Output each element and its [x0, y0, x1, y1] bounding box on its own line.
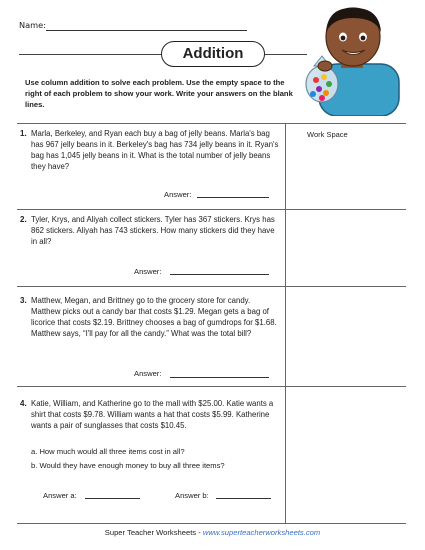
answer-label-1: Answer: — [164, 190, 192, 199]
footer-separator: - — [196, 528, 203, 537]
problem-number: 2. — [20, 215, 27, 224]
problem-text: Marla, Berkeley, and Ryan each buy a bag of jelly beans. Marla's bag has 967 jelly beans in it. Berkeley's bag has 734 jelly beans in it. Ryan's bag has 1,045 jelly beans in it. What is the total number of jelly beans they have? — [31, 129, 279, 171]
answer-a-line[interactable] — [85, 498, 140, 499]
work-space-label: Work Space — [307, 130, 348, 139]
name-label: Name: — [19, 20, 46, 30]
problem-text: Matthew, Megan, and Brittney go to the grocery store for candy. Matthew picks out a candy bar that costs $1.29. Megan gets a bag of licorice that costs $2.19. Brittney chooses a bag of gumdrops for $1.68. Matthew says, “I'll pay for all the candy.” What was the total bill? — [31, 296, 277, 338]
answer-line-1[interactable] — [197, 197, 269, 198]
problem-number: 1. — [20, 129, 27, 138]
answer-a-label: Answer a: — [43, 491, 77, 500]
grid-bottom-rule — [17, 523, 406, 524]
answer-b-line[interactable] — [216, 498, 271, 499]
answer-line-3[interactable] — [170, 377, 269, 378]
footer — [0, 528, 425, 537]
answer-line-2[interactable] — [170, 274, 269, 275]
footer-brand: Super Teacher Worksheets — [104, 528, 197, 537]
page-title: Addition — [161, 41, 265, 67]
work-space-divider — [285, 123, 286, 523]
grid-rule-1 — [17, 209, 406, 210]
problem-4-part-b: b. Would they have enough money to buy all three items? — [31, 461, 225, 470]
right-pupil — [361, 36, 366, 41]
problem-text: Tyler, Krys, and Aliyah collect stickers. Tyler has 367 stickers. Krys has 862 stickers. Aliyah has 743 stickers. How many stickers did they have in all? — [31, 215, 275, 246]
left-pupil — [341, 36, 346, 41]
problem-number: 4. — [20, 399, 27, 408]
hand-shape — [318, 61, 332, 71]
name-blank-line[interactable] — [46, 30, 247, 31]
problem-4-part-a: a. How much would all three items cost in all? — [31, 447, 185, 456]
title-rule-right — [263, 54, 293, 55]
answer-b-label: Answer b: — [175, 491, 209, 500]
problem-number: 3. — [20, 296, 27, 305]
answer-label-3: Answer: — [134, 369, 162, 378]
boy-with-jelly-beans-illustration — [295, 4, 415, 116]
instructions: Use column addition to solve each problem. Use the empty space to the right of each problem to show your work. Write your answers on the blank lines. — [25, 78, 293, 109]
grid-top-rule — [17, 123, 406, 124]
answer-label-2: Answer: — [134, 267, 162, 276]
grid-rule-3 — [17, 386, 406, 387]
footer-url-link[interactable]: www.superteacherworksheets.com — [202, 528, 321, 537]
problem-text: Katie, William, and Katherine go to the mall with $25.00. Katie wants a shirt that costs $9.78. William wants a hat that costs $5.99. Katherine wants a pair of sunglasses that costs $10.45. — [31, 399, 274, 430]
grid-rule-2 — [17, 286, 406, 287]
